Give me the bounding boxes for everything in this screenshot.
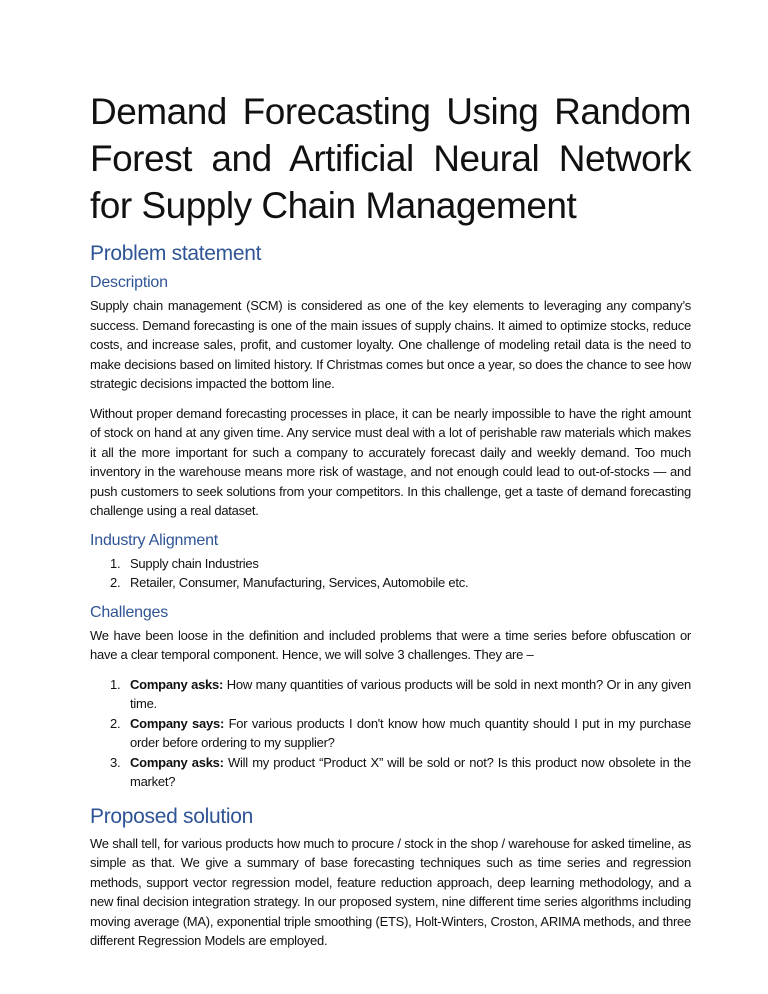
document-title: Demand Forecasting Using Random Forest and Artificial Neural Network for Supply Chain Management (90, 91, 691, 226)
heading-description: Description (90, 274, 168, 291)
list-text: Supply chain Industries (130, 555, 259, 571)
heading-industry-alignment: Industry Alignment (90, 531, 219, 549)
industry-list (90, 554, 691, 593)
list-lead: Company asks: (130, 754, 224, 770)
heading-proposed-solution: Proposed solution (90, 804, 254, 828)
list-text: Will my product “Product X” will be sold or not? Is this product now obsolete in the market? (130, 754, 691, 789)
list-text: For various products I don't know how much quantity should I put in my purchase order before ordering to my supplier? (130, 715, 692, 750)
list-item (90, 714, 691, 753)
heading-challenges: Challenges (90, 603, 169, 621)
heading-problem-statement: Problem statement (90, 242, 262, 265)
list-item (90, 554, 691, 574)
proposed-solution-paragraph: We shall tell, for various products how much to procure / stock in the shop / warehouse for asked timeline, as simple as that. We give a summary of base forecasting techniques such as time series and regression methods, support vector regression model, feature reduction approach, deep learning methodology, and a new final decision integration strategy. In our proposed system, nine different time series algorithms including moving average (MA), exponential triple smoothing (ETS), Holt-Winters, Croston, ARIMA methods, and three different Regression Models are employed. (90, 835, 691, 948)
list-item (90, 753, 691, 792)
list-item (90, 573, 691, 593)
challenges-list (90, 675, 691, 792)
list-number: 3. (110, 754, 121, 770)
challenges-intro: We have been loose in the definition and included problems that were a time series before obfuscation or have a clear temporal component. Hence, we will solve 3 challenges. They are – (90, 627, 691, 662)
list-number: 1. (110, 676, 121, 692)
description-paragraph-1: Supply chain management (SCM) is considered as one of the key elements to leveraging any company’s success. Demand forecasting is one of the main issues of supply chains. It aimed to optimize stocks, reduce costs, and increase sales, profit, and customer loyalty. One challenge of modeling retail data is the need to make decisions based on limited history. If Christmas comes but once a year, so does the chance to see how strategic decisions impacted the bottom line. (90, 298, 691, 391)
list-lead: Company says: (130, 715, 225, 731)
list-number: 2. (110, 575, 121, 590)
list-text: How many quantities of various products will be sold in next month? Or in any given time. (130, 676, 691, 711)
description-paragraph-2: Without proper demand forecasting processes in place, it can be nearly impossible to have the right amount of stock on hand at any given time. Any service must deal with a lot of perishable raw materials which makes it all the more important for such a company to accurately forecast daily and weekly demand. Too much inventory in the warehouse means more risk of wastage, and not enough could lead to out-of-stocks — and push customers to seek solutions from your competitors. In this challenge, get a taste of demand forecasting challenge using a real dataset. (90, 405, 691, 518)
list-lead: Company asks: (130, 676, 224, 692)
list-item (90, 675, 691, 714)
list-text: Retailer, Consumer, Manufacturing, Services, Automobile etc. (130, 575, 469, 590)
list-number: 2. (110, 715, 121, 731)
list-number: 1. (110, 555, 121, 571)
document-page (90, 0, 691, 981)
